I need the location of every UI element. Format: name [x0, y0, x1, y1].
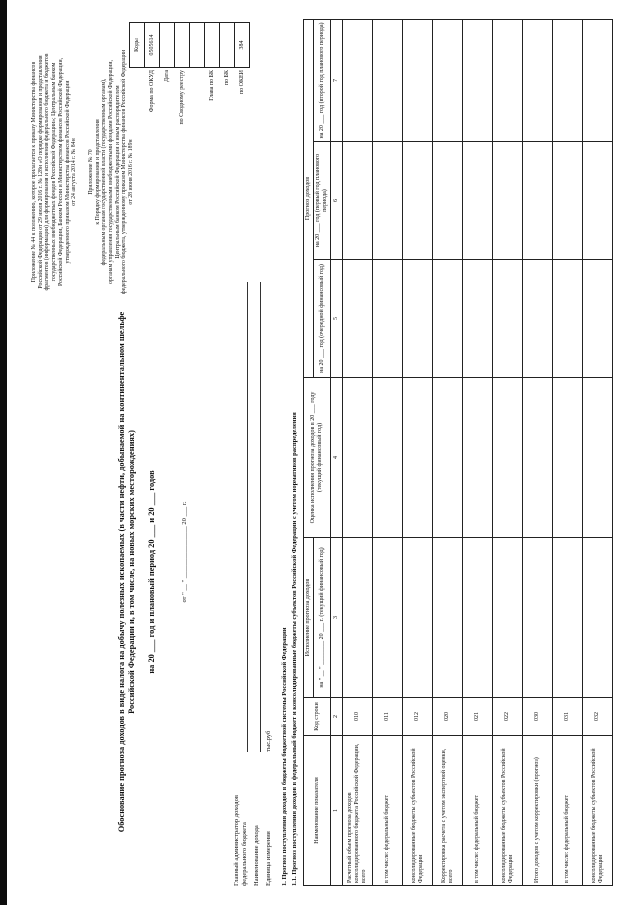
value-cell[interactable] [463, 260, 493, 378]
value-cell[interactable] [493, 538, 523, 698]
income-field[interactable] [260, 282, 261, 752]
row-code: 011 [373, 698, 403, 736]
table-row [493, 19, 523, 885]
value-cell[interactable] [583, 142, 613, 260]
rotated-form-page [25, 12, 615, 892]
col-estimate: Оценка исполнения прогноза доходов в 20 ___ году (текущий финансовый год) [304, 378, 331, 538]
unit-label: Единица измерения [265, 831, 272, 886]
col-executed: Исполнение прогноза доходов [304, 538, 314, 698]
approval-line: Российской Федерации, Банком России и Министерством финансов Российской Федерации, [57, 57, 64, 287]
approval-line: государственных внебюджетных фондов Российской Федерации»; Центральным банком [51, 62, 58, 282]
column-index: 1 [331, 736, 343, 886]
row-code: 022 [493, 698, 523, 736]
row-name: консолидированные бюджеты субъектов Российской Федерации [493, 736, 523, 886]
forecast-table [303, 19, 613, 886]
annex-line: федеральным органам государственной власти (государственным органам), [101, 78, 108, 266]
value-cell[interactable] [493, 19, 523, 141]
row-code: 030 [523, 698, 553, 736]
income-label: Наименование дохода [253, 825, 260, 886]
value-cell[interactable] [373, 538, 403, 698]
col-indicator: Наименование показателя [304, 736, 331, 886]
okud-code[interactable]: 0505614 [145, 23, 160, 68]
value-cell[interactable] [523, 538, 553, 698]
col-forecast-1: на 20 ___ год (очередной финансовый год) [314, 260, 331, 378]
value-cell[interactable] [373, 142, 403, 260]
column-index: 5 [331, 260, 343, 378]
value-cell[interactable] [403, 19, 433, 141]
bk-chapter-code[interactable] [205, 23, 220, 68]
row-name: в том числе: федеральный бюджет [373, 736, 403, 886]
code-label: по БК [223, 70, 230, 86]
value-cell[interactable] [373, 260, 403, 378]
value-cell[interactable] [583, 538, 613, 698]
table-row [403, 19, 433, 885]
table-row [343, 19, 373, 885]
annex-line: Центральным банком Российской Федерации и иным распорядителем [114, 85, 121, 259]
value-cell[interactable] [343, 142, 373, 260]
table-row [583, 19, 613, 885]
value-cell[interactable] [433, 260, 463, 378]
column-index: 6 [331, 142, 343, 260]
value-cell[interactable] [463, 378, 493, 538]
bk-code[interactable] [220, 23, 235, 68]
admin-label: Главный администратор доходов федерального бюджета [233, 795, 248, 886]
code-label: Глава по БК [208, 70, 215, 101]
codes-header: Коды [130, 23, 145, 68]
table-row [433, 19, 463, 885]
value-cell[interactable] [373, 378, 403, 538]
value-cell[interactable] [523, 260, 553, 378]
okei-code[interactable]: 384 [235, 23, 250, 68]
row-code: 021 [463, 698, 493, 736]
annex-number: Приложение № 70 [87, 149, 94, 195]
value-cell[interactable] [463, 142, 493, 260]
table-row [463, 19, 493, 885]
value-cell[interactable] [343, 538, 373, 698]
table-row [523, 19, 553, 885]
row-code: 012 [403, 698, 433, 736]
value-cell[interactable] [463, 538, 493, 698]
row-code: 020 [433, 698, 463, 736]
table-row [373, 19, 403, 885]
row-name: Итого доходов с учетом корректировки (прогноз) [523, 736, 553, 886]
value-cell[interactable] [583, 260, 613, 378]
table-row [553, 19, 583, 885]
col-executed-sub: на " __ " ________ 20 ___ г. (текущий финансовый год) [314, 538, 331, 698]
section-1-1: 1.1. Прогноз поступления доходов в федеральный бюджет и консолидированные бюджеты субъектов Российской Федерации с учетом нормативов распределения [291, 412, 298, 886]
annex-line: органам управления государственными внебюджетными фондами Российской Федерации, [108, 60, 115, 284]
code-label [190, 68, 205, 263]
approval-line: утвержденного приказом Министерства финансов Российской Федерации [64, 80, 71, 264]
value-cell[interactable] [493, 142, 523, 260]
value-cell[interactable] [493, 378, 523, 538]
codes-block [129, 22, 250, 262]
section-1: 1. Прогноз поступления доходов в бюджеты бюджетной системы Российской Федерации [281, 627, 288, 886]
col-forecast: Прогноз доходов [304, 19, 314, 377]
column-index: 3 [331, 538, 343, 698]
row-name: в том числе: федеральный бюджет [463, 736, 493, 886]
value-cell[interactable] [523, 19, 553, 141]
row-code: 031 [553, 698, 583, 736]
value-cell[interactable] [403, 378, 433, 538]
value-cell[interactable] [583, 19, 613, 141]
value-cell[interactable] [433, 19, 463, 141]
value-cell[interactable] [433, 378, 463, 538]
column-index: 2 [331, 698, 343, 736]
value-cell[interactable] [553, 260, 583, 378]
value-cell[interactable] [553, 19, 583, 141]
col-code: Код строки [304, 698, 331, 736]
value-cell[interactable] [343, 260, 373, 378]
row-name: консолидированные бюджеты субъектов Российской Федерации [403, 736, 433, 886]
row-name: Расчетный объем прогноза доходов консолидированного бюджета Российской Федерации, всего [343, 736, 373, 886]
value-cell[interactable] [493, 260, 523, 378]
blank-code[interactable] [190, 23, 205, 68]
row-code: 032 [583, 698, 613, 736]
value-cell[interactable] [373, 19, 403, 141]
col-forecast-2: на 20 ___ год (первый год планового периода) [314, 142, 331, 260]
document-period: на 20 ___ год и плановый период 20 ___ и 20 ___ годов [147, 470, 156, 674]
code-label: по ОКЕИ [238, 70, 245, 95]
value-cell[interactable] [523, 142, 553, 260]
col-forecast-3: на 20 ___ год (второй год планового периода) [314, 19, 331, 141]
value-cell[interactable] [553, 142, 583, 260]
value-cell[interactable] [403, 538, 433, 698]
column-index: 7 [331, 19, 343, 141]
value-cell[interactable] [403, 142, 433, 260]
code-label: Форма по ОКУД [148, 70, 155, 113]
registry-code[interactable] [175, 23, 190, 68]
date-code[interactable] [160, 23, 175, 68]
approval-line: от 24 августа 2014 г. № 84н [71, 138, 78, 206]
value-cell[interactable] [343, 378, 373, 538]
value-cell[interactable] [553, 378, 583, 538]
value-cell[interactable] [583, 378, 613, 538]
code-label: по Сводному реестру [178, 70, 185, 125]
row-name: в том числе: федеральный бюджет [553, 736, 583, 886]
document-title: Обоснование прогноза доходов в виде налога на добычу полезных ископаемых (в части нефти, добываемой на континентальном шельфе Российской Федерации и, в том числе, на новых морских месторождениях) [117, 311, 136, 833]
approval-line: Российской Федерации от 29 июля 2016 г. № 128н «О порядке формирования и представления [37, 55, 44, 289]
row-name: Корректировка расчета с учетом экспертной оценки, всего [433, 736, 463, 886]
value-cell[interactable] [433, 538, 463, 698]
row-code: 010 [343, 698, 373, 736]
value-cell[interactable] [463, 19, 493, 141]
annex-line: от 28 июня 2016 г. № 189н [128, 139, 135, 205]
column-index-row [331, 19, 343, 885]
annex-line: федерального бюджета, утвержденному приказом Министерства финансов Российской Федерации [121, 49, 128, 295]
approval-block [31, 22, 135, 322]
annex-line: к Порядку формирования и представления [94, 119, 101, 225]
value-cell[interactable] [403, 260, 433, 378]
code-label: Дата [163, 70, 170, 82]
value-cell[interactable] [523, 378, 553, 538]
value-cell[interactable] [343, 19, 373, 141]
value-cell[interactable] [433, 142, 463, 260]
document-date: от " __ " ________________ 20 ___ г. [181, 501, 188, 603]
admin-field[interactable] [247, 282, 248, 752]
column-index: 4 [331, 378, 343, 538]
row-name: консолидированные бюджеты субъектов Российской Федерации [583, 736, 613, 886]
scan-edge [0, 0, 7, 905]
approval-line: фрагментов (информации) для формирования и исполнения федерального бюджета и бюджетов [44, 53, 51, 291]
unit-value: тыс.руб [265, 730, 272, 752]
approval-line: Приложение № 44 к положению, которое прилагается к приказу Министерства финансов [31, 61, 37, 283]
value-cell[interactable] [553, 538, 583, 698]
